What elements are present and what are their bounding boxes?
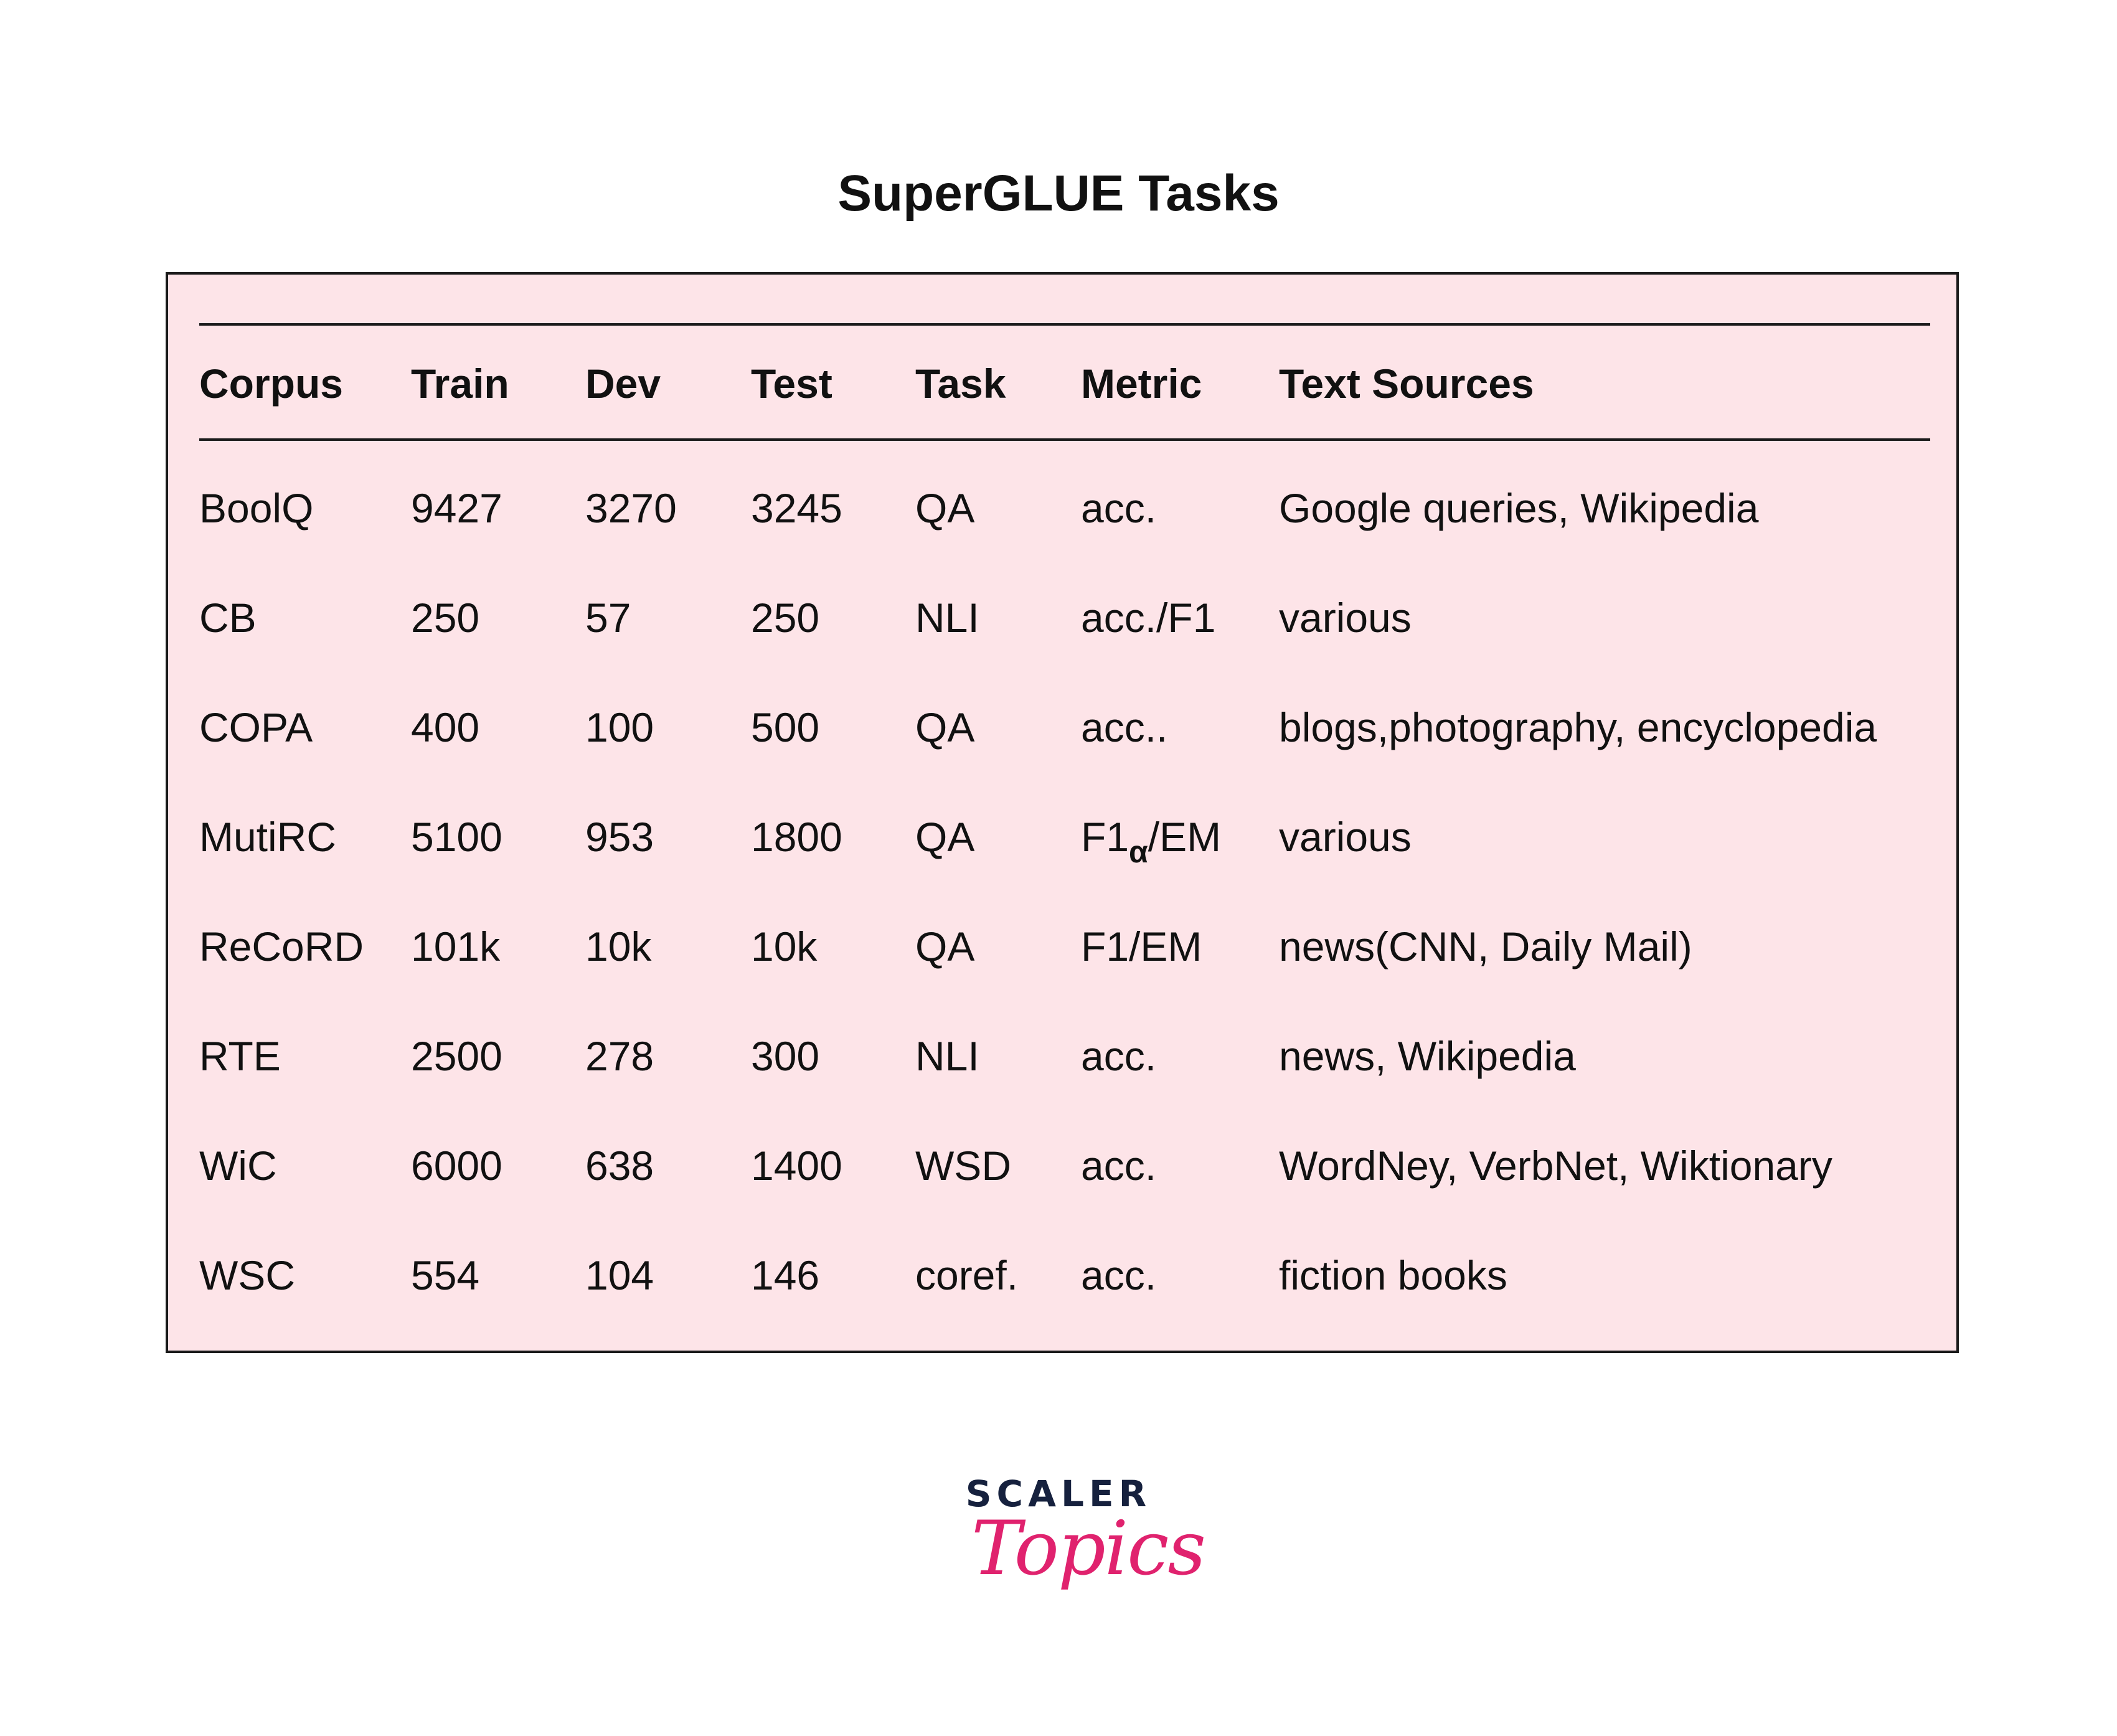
cell-metric: F1/EM	[1081, 923, 1202, 969]
cell-dev: 10k	[585, 923, 652, 969]
cell-dev: 104	[585, 1252, 654, 1298]
cell-corpus: BoolQ	[199, 485, 314, 531]
header-corpus: Corpus	[199, 361, 343, 407]
cell-text-sources: blogs,photography, encyclopedia	[1279, 704, 1877, 750]
cell-train: 2500	[411, 1033, 502, 1079]
cell-train: 9427	[411, 485, 502, 531]
cell-dev: 278	[585, 1033, 654, 1079]
cell-train: 250	[411, 595, 480, 641]
cell-test: 500	[751, 704, 820, 750]
cell-metric: acc./F1	[1081, 595, 1216, 641]
cell-dev: 57	[585, 595, 631, 641]
cell-corpus: RTE	[199, 1033, 281, 1079]
cell-task: QA	[915, 923, 975, 969]
cell-train: 101k	[411, 923, 501, 969]
cell-corpus: COPA	[199, 704, 313, 750]
cell-metric: acc.	[1081, 485, 1157, 531]
page-title: SuperGLUE Tasks	[837, 165, 1280, 222]
cell-metric: acc.	[1081, 1143, 1157, 1189]
cell-test: 1800	[751, 814, 842, 860]
table-header-rule	[199, 438, 1930, 441]
cell-train: 5100	[411, 814, 502, 860]
cell-task: WSD	[915, 1143, 1011, 1189]
tasks-table	[166, 272, 1959, 1353]
cell-task: NLI	[915, 1033, 979, 1079]
cell-test: 3245	[751, 485, 842, 531]
cell-text-sources: various	[1279, 814, 1412, 860]
cell-train: 554	[411, 1252, 480, 1298]
header-metric: Metric	[1081, 361, 1202, 407]
cell-corpus: WSC	[199, 1252, 295, 1298]
cell-corpus: MutiRC	[199, 814, 337, 860]
cell-text-sources: various	[1279, 595, 1412, 641]
cell-metric: acc..	[1081, 704, 1168, 750]
cell-text-sources: WordNey, VerbNet, Wiktionary	[1279, 1143, 1832, 1189]
cell-metric: acc.	[1081, 1033, 1157, 1079]
cell-task: QA	[915, 485, 975, 531]
cell-corpus: ReCoRD	[199, 923, 364, 969]
cell-text-sources: news, Wikipedia	[1279, 1033, 1576, 1079]
header-dev: Dev	[585, 361, 661, 407]
cell-corpus: WiC	[199, 1143, 277, 1189]
cell-train: 6000	[411, 1143, 502, 1189]
metric-rest: /EM	[1148, 814, 1222, 860]
table-top-rule	[199, 323, 1930, 326]
metric-base: F1	[1081, 814, 1129, 860]
header-test: Test	[751, 361, 832, 407]
logo-scaler-text: SCALER	[965, 1473, 1152, 1515]
header-train: Train	[411, 361, 509, 407]
scaler-topics-logo	[959, 1473, 1205, 1638]
cell-task: QA	[915, 814, 975, 860]
cell-dev: 953	[585, 814, 654, 860]
header-task: Task	[915, 361, 1006, 407]
cell-test: 1400	[751, 1143, 842, 1189]
logo-topics-text: Topics	[971, 1506, 1205, 1592]
cell-dev: 3270	[585, 485, 677, 531]
cell-text-sources: news(CNN, Daily Mail)	[1279, 923, 1692, 969]
cell-test: 10k	[751, 923, 818, 969]
cell-train: 400	[411, 704, 480, 750]
cell-task: coref.	[915, 1252, 1019, 1298]
metric-subscript: α	[1129, 834, 1148, 869]
cell-test: 300	[751, 1033, 820, 1079]
header-text-sources: Text Sources	[1279, 361, 1534, 407]
cell-test: 146	[751, 1252, 820, 1298]
cell-metric: acc.	[1081, 1252, 1157, 1298]
cell-task: QA	[915, 704, 975, 750]
cell-text-sources: Google queries, Wikipedia	[1279, 485, 1759, 531]
cell-metric	[1081, 814, 1222, 869]
cell-dev: 100	[585, 704, 654, 750]
cell-text-sources: fiction books	[1279, 1252, 1507, 1298]
cell-task: NLI	[915, 595, 979, 641]
cell-corpus: CB	[199, 595, 257, 641]
cell-test: 250	[751, 595, 820, 641]
cell-dev: 638	[585, 1143, 654, 1189]
